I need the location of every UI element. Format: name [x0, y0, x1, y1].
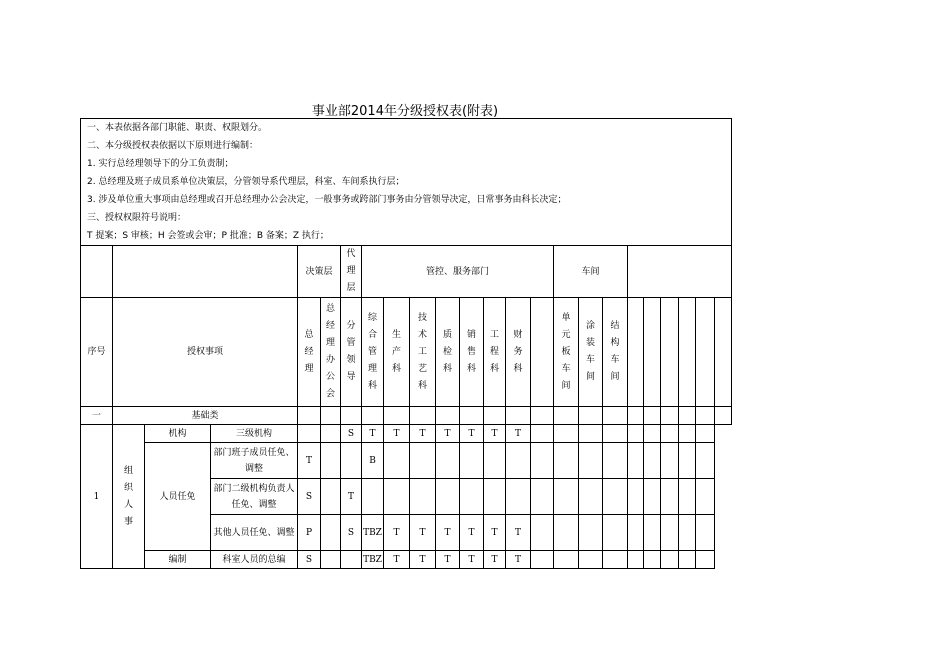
auth-cell	[579, 425, 603, 443]
header-char: 财	[513, 329, 523, 340]
blank-cell	[679, 407, 696, 425]
auth-cell: T	[410, 515, 436, 551]
header-item: 授权事项	[113, 298, 298, 407]
auth-cell: S	[341, 425, 362, 443]
header-char: 经	[304, 346, 314, 357]
header-char: 科	[466, 363, 476, 374]
header-char: 织	[123, 482, 133, 493]
auth-cell: P	[298, 515, 321, 551]
auth-cell	[531, 551, 554, 569]
header-col	[506, 298, 531, 407]
blank-cell	[579, 407, 603, 425]
header-char: 层	[346, 283, 356, 293]
auth-cell	[661, 515, 679, 551]
header-char: 理	[325, 338, 335, 348]
auth-cell: T	[436, 551, 460, 569]
header-char: 板	[561, 346, 571, 357]
header-char: 技	[417, 312, 427, 323]
auth-cell	[679, 425, 696, 443]
auth-cell	[628, 551, 644, 569]
header-col	[321, 298, 341, 407]
auth-cell	[603, 443, 628, 479]
header-char: 涂	[585, 321, 595, 331]
auth-cell	[696, 515, 715, 551]
auth-cell	[679, 551, 696, 569]
auth-cell: T	[460, 425, 484, 443]
auth-cell: S	[298, 479, 321, 515]
note-line: 3. 涉及单位重大事项由总经理或召开总经理办公会决定，一般事务或跨部门事务由分管领导决定，日常事务由科长决定；	[81, 191, 732, 209]
header-char: 质	[442, 329, 452, 340]
header-char: 组	[123, 465, 133, 476]
auth-cell	[661, 479, 679, 515]
note-line: 三、授权权限符号说明：	[81, 209, 732, 227]
auth-cell: T	[460, 515, 484, 551]
header-char: 产	[391, 346, 401, 357]
auth-cell	[644, 551, 661, 569]
group-decision: 决策层	[298, 246, 341, 298]
auth-cell: S	[298, 551, 321, 569]
header-char: 车	[585, 355, 595, 365]
auth-cell	[579, 479, 603, 515]
blank-header-seq	[81, 246, 113, 298]
group-name	[113, 425, 145, 569]
header-char: 办	[325, 355, 335, 365]
header-char: 领	[346, 355, 356, 365]
header-char: 检	[442, 346, 452, 357]
blank-cell	[362, 407, 384, 425]
header-char: 科	[417, 380, 427, 391]
header-char: 代	[346, 249, 356, 259]
sub-category: 人员任免	[145, 443, 211, 551]
header-char: 管	[346, 338, 356, 348]
blank-cell	[384, 407, 410, 425]
auth-cell	[579, 443, 603, 479]
header-char: 艺	[417, 363, 427, 374]
auth-cell: T	[506, 425, 531, 443]
header-col	[362, 298, 384, 407]
header-col	[579, 298, 603, 407]
header-char: 装	[585, 338, 595, 348]
header-char: 公	[325, 372, 335, 382]
auth-cell: T	[384, 425, 410, 443]
item-name: 部门二级机构负责人任免、调整	[211, 479, 298, 515]
auth-cell	[410, 443, 436, 479]
blank-cell	[460, 407, 484, 425]
header-char: 构	[610, 338, 620, 348]
blank-extra-col	[715, 298, 732, 407]
header-col	[298, 298, 321, 407]
item-name: 其他人员任免、调整	[211, 515, 298, 551]
auth-cell	[410, 479, 436, 515]
header-char: 单	[561, 312, 571, 323]
blank-cell	[531, 407, 554, 425]
auth-cell	[696, 443, 715, 479]
header-char: 科	[513, 363, 523, 374]
blank-extra-col	[679, 298, 696, 407]
header-col	[341, 298, 362, 407]
blank-cell	[715, 407, 732, 425]
header-col	[554, 298, 579, 407]
auth-cell	[679, 443, 696, 479]
auth-cell	[554, 443, 579, 479]
item-name: 部门班子成员任免、调整	[211, 443, 298, 479]
auth-cell: T	[506, 515, 531, 551]
auth-cell	[603, 515, 628, 551]
auth-cell	[362, 479, 384, 515]
auth-cell	[436, 443, 460, 479]
auth-cell	[506, 479, 531, 515]
header-char: 工	[489, 329, 499, 340]
auth-cell	[554, 551, 579, 569]
item-name: 科室人员的总编	[211, 551, 298, 569]
auth-cell	[531, 515, 554, 551]
document-title: 事业部2014年分级授权表(附表)	[311, 104, 499, 119]
header-col	[384, 298, 410, 407]
header-char: 人	[123, 499, 133, 510]
header-char: 车	[610, 355, 620, 365]
auth-cell	[696, 551, 715, 569]
auth-cell: T	[341, 479, 362, 515]
header-char: 事	[123, 516, 133, 527]
header-char: 科	[489, 363, 499, 374]
sub-category: 编制	[145, 551, 211, 569]
header-col	[603, 298, 628, 407]
blank-cell	[321, 407, 341, 425]
auth-cell	[321, 443, 341, 479]
blank-header-extra	[628, 246, 732, 298]
auth-cell	[321, 425, 341, 443]
auth-cell	[696, 479, 715, 515]
note-line: T 提案；S 审核；H 会签或会审；P 批准；B 备案；Z 执行；	[81, 227, 732, 246]
auth-cell	[661, 551, 679, 569]
header-char: 术	[417, 329, 427, 340]
blank-cell	[661, 407, 679, 425]
blank-cell	[628, 407, 644, 425]
auth-cell	[436, 479, 460, 515]
section-num: 一	[81, 407, 113, 425]
blank-cell	[410, 407, 436, 425]
header-col	[436, 298, 460, 407]
auth-cell	[696, 425, 715, 443]
header-char: 程	[489, 346, 499, 357]
auth-cell	[603, 425, 628, 443]
blank-cell	[341, 407, 362, 425]
header-char: 生	[391, 329, 401, 340]
header-char: 科	[391, 363, 401, 374]
auth-cell	[384, 479, 410, 515]
auth-cell	[531, 443, 554, 479]
auth-cell	[554, 479, 579, 515]
auth-cell: T	[484, 515, 506, 551]
header-char: 总	[304, 329, 314, 340]
auth-cell: TBZ	[362, 551, 384, 569]
auth-cell	[384, 443, 410, 479]
auth-cell	[341, 551, 362, 569]
auth-cell: T	[362, 425, 384, 443]
authorization-table	[80, 118, 732, 569]
section-name: 基础类	[113, 407, 298, 425]
auth-cell: TBZ	[362, 515, 384, 551]
auth-cell	[321, 551, 341, 569]
auth-cell	[628, 443, 644, 479]
header-col	[484, 298, 506, 407]
group-mgmt: 管控、服务部门	[362, 246, 554, 298]
auth-cell	[321, 515, 341, 551]
auth-cell	[506, 443, 531, 479]
auth-cell	[484, 479, 506, 515]
header-char: 分	[346, 321, 356, 331]
auth-cell: T	[410, 425, 436, 443]
blank-cell	[506, 407, 531, 425]
group-agent	[341, 246, 362, 298]
auth-cell: T	[384, 515, 410, 551]
auth-cell	[341, 443, 362, 479]
blank-header-item	[113, 246, 298, 298]
auth-cell: T	[298, 443, 321, 479]
header-char: 车	[561, 363, 571, 374]
auth-cell	[554, 515, 579, 551]
note-line: 二、本分级授权表依据以下原则进行编制：	[81, 137, 732, 155]
header-char: 科	[367, 380, 377, 391]
header-char: 经	[325, 321, 335, 331]
auth-cell: T	[506, 551, 531, 569]
auth-cell: S	[341, 515, 362, 551]
auth-cell: T	[436, 425, 460, 443]
sub-category: 机构	[145, 425, 211, 443]
auth-cell	[644, 479, 661, 515]
auth-cell: T	[484, 551, 506, 569]
auth-cell	[554, 425, 579, 443]
auth-cell	[531, 425, 554, 443]
header-char: 会	[325, 389, 335, 399]
header-char: 导	[346, 372, 356, 382]
blank-cell	[554, 407, 579, 425]
auth-cell	[484, 443, 506, 479]
header-char: 结	[610, 321, 620, 331]
auth-cell	[531, 479, 554, 515]
note-line: 2. 总经理及班子成员系单位决策层，分管领导系代理层，科室、车间系执行层；	[81, 173, 732, 191]
blank-extra-col	[628, 298, 644, 407]
auth-cell	[460, 479, 484, 515]
header-char: 理	[346, 266, 356, 276]
blank-cell	[603, 407, 628, 425]
auth-cell: T	[384, 551, 410, 569]
auth-cell	[603, 479, 628, 515]
auth-cell	[661, 425, 679, 443]
header-char: 售	[466, 346, 476, 357]
auth-cell	[628, 515, 644, 551]
blank-extra-col	[644, 298, 661, 407]
blank-extra-col	[696, 298, 715, 407]
auth-cell	[603, 551, 628, 569]
auth-cell: T	[484, 425, 506, 443]
header-char: 管	[367, 346, 377, 357]
blank-mgmt-col	[531, 298, 554, 407]
blank-cell	[484, 407, 506, 425]
header-col	[410, 298, 436, 407]
header-char: 销	[466, 329, 476, 340]
group-workshop: 车间	[554, 246, 628, 298]
header-char: 元	[561, 329, 571, 340]
header-char: 工	[417, 346, 427, 357]
header-char: 间	[585, 372, 595, 382]
header-char: 间	[610, 372, 620, 382]
auth-cell	[298, 425, 321, 443]
note-line: 1. 实行总经理领导下的分工负责制；	[81, 155, 732, 173]
header-seq: 序号	[81, 298, 113, 407]
auth-cell	[644, 443, 661, 479]
blank-cell	[298, 407, 321, 425]
auth-cell	[644, 515, 661, 551]
blank-cell	[696, 407, 715, 425]
header-char: 理	[367, 363, 377, 374]
header-char: 间	[561, 380, 571, 391]
auth-cell: T	[460, 551, 484, 569]
auth-cell: T	[410, 551, 436, 569]
auth-cell	[628, 425, 644, 443]
auth-cell	[628, 479, 644, 515]
auth-cell	[679, 515, 696, 551]
header-char: 理	[304, 363, 314, 374]
item-name: 三级机构	[211, 425, 298, 443]
header-col	[460, 298, 484, 407]
note-line: 一、本表依据各部门职能、职责、权限划分。	[81, 119, 732, 138]
header-char: 务	[513, 346, 523, 357]
auth-cell	[679, 479, 696, 515]
auth-cell	[579, 551, 603, 569]
blank-cell	[644, 407, 661, 425]
auth-cell: B	[362, 443, 384, 479]
header-char: 综	[367, 312, 377, 323]
auth-cell	[321, 479, 341, 515]
header-char: 科	[442, 363, 452, 374]
auth-cell: T	[436, 515, 460, 551]
blank-extra-col	[661, 298, 679, 407]
group-num: 1	[81, 425, 113, 569]
header-char: 合	[367, 329, 377, 340]
auth-cell	[460, 443, 484, 479]
auth-cell	[644, 425, 661, 443]
auth-cell	[579, 515, 603, 551]
auth-cell	[661, 443, 679, 479]
header-char: 总	[325, 304, 335, 314]
blank-cell	[436, 407, 460, 425]
